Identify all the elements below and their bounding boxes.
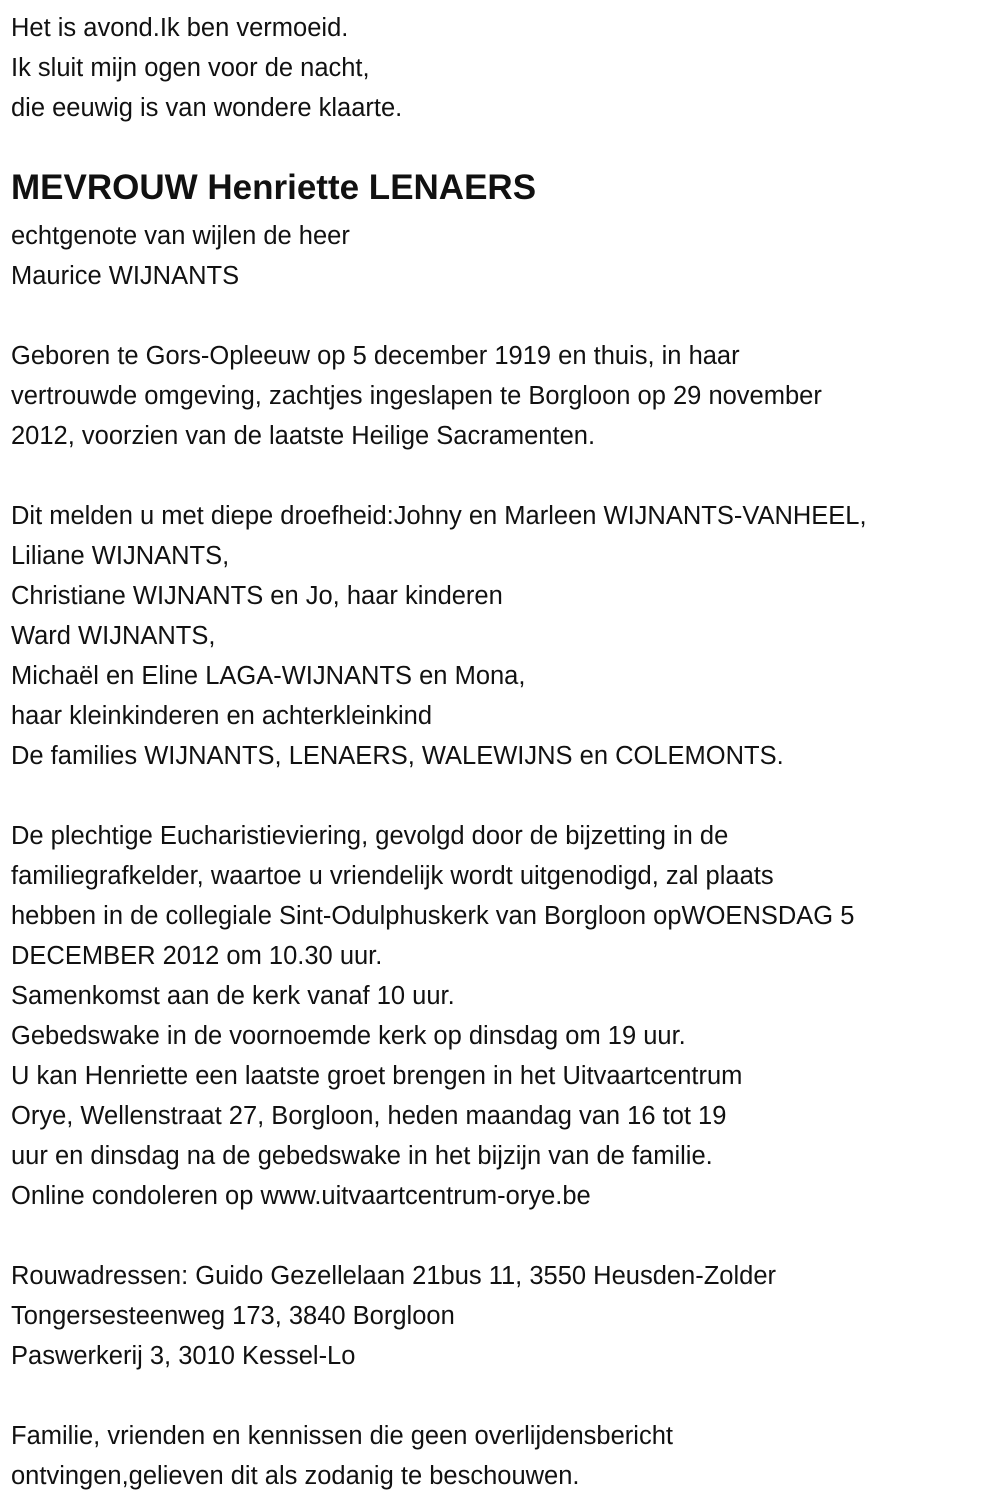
address-line: Tongersesteenweg 173, 3840 Borgloon — [11, 1302, 455, 1330]
poem-line: Het is avond.Ik ben vermoeid. — [11, 14, 349, 42]
closing-line: Familie, vrienden en kennissen die geen overlijdensbericht — [11, 1422, 673, 1450]
ceremony-line: Gebedswake in de voornoemde kerk op dinsdag om 19 uur. — [11, 1022, 686, 1050]
spouse-info — [11, 216, 1000, 296]
family-list — [11, 496, 1000, 776]
poem-line: Ik sluit mijn ogen voor de nacht, — [11, 54, 370, 82]
closing-line: ontvingen,gelieven dit als zodanig te beschouwen. — [11, 1462, 580, 1490]
family-line: Michaël en Eline LAGA-WIJNANTS en Mona, — [11, 662, 526, 690]
deceased-name: MEVROUW Henriette LENAERS — [11, 168, 537, 207]
ceremony-line: U kan Henriette een laatste groet brengen in het Uitvaartcentrum — [11, 1062, 743, 1090]
birth-death-info — [11, 336, 1000, 456]
ceremony-line: hebben in de collegiale Sint-Odulphuskerk van Borgloon opWOENSDAG 5 — [11, 902, 855, 930]
spouse-line: Maurice WIJNANTS — [11, 262, 240, 290]
address-line: Paswerkerij 3, 3010 Kessel-Lo — [11, 1342, 356, 1370]
birth-line: 2012, voorzien van de laatste Heilige Sacramenten. — [11, 422, 596, 450]
ceremony-line: De plechtige Eucharistieviering, gevolgd door de bijzetting in de — [11, 822, 729, 850]
ceremony-line: Orye, Wellenstraat 27, Borgloon, heden maandag van 16 tot 19 — [11, 1102, 727, 1130]
ceremony-line: Samenkomst aan de kerk vanaf 10 uur. — [11, 982, 455, 1010]
spouse-line: echtgenote van wijlen de heer — [11, 222, 350, 250]
family-line: Dit melden u met diepe droefheid:Johny en Marleen WIJNANTS-VANHEEL, — [11, 502, 867, 530]
family-line: Ward WIJNANTS, — [11, 622, 216, 650]
address-line: Rouwadressen: Guido Gezellelaan 21bus 11, 3550 Heusden-Zolder — [11, 1262, 777, 1290]
mourning-addresses — [11, 1256, 1000, 1376]
poem-line: die eeuwig is van wondere klaarte. — [11, 94, 403, 122]
closing-note — [11, 1416, 1000, 1496]
condolence-website-line: Online condoleren op www.uitvaartcentrum-orye.be — [11, 1182, 591, 1210]
ceremony-line: familiegrafkelder, waartoe u vriendelijk wordt uitgenodigd, zal plaats — [11, 862, 774, 890]
family-line: haar kleinkinderen en achterkleinkind — [11, 702, 433, 730]
family-line: Christiane WIJNANTS en Jo, haar kinderen — [11, 582, 503, 610]
family-line: De families WIJNANTS, LENAERS, WALEWIJNS en COLEMONTS. — [11, 742, 784, 770]
ceremony-info — [11, 816, 1000, 1216]
ceremony-line: uur en dinsdag na de gebedswake in het bijzijn van de familie. — [11, 1142, 713, 1170]
family-line: Liliane WIJNANTS, — [11, 542, 230, 570]
birth-line: Geboren te Gors-Opleeuw op 5 december 1919 en thuis, in haar — [11, 342, 740, 370]
poem — [11, 8, 1000, 128]
ceremony-line: DECEMBER 2012 om 10.30 uur. — [11, 942, 383, 970]
birth-line: vertrouwde omgeving, zachtjes ingeslapen te Borgloon op 29 november — [11, 382, 822, 410]
